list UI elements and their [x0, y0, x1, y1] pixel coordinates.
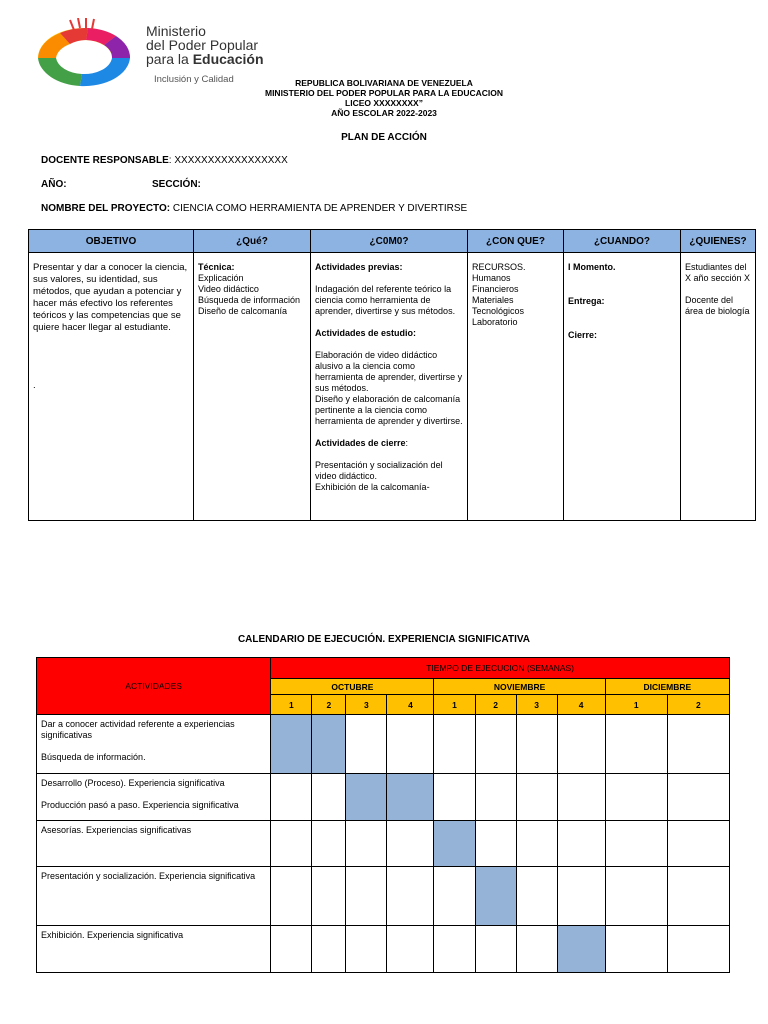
que-title: Técnica: [198, 262, 235, 272]
cierre-colon: : [405, 438, 409, 448]
calendar-activity-row [37, 926, 730, 973]
activity-text: Desarrollo (Proceso). Experiencia significativa [41, 778, 225, 788]
objetivo-dot: . [33, 380, 36, 391]
week-cell-empty [346, 821, 387, 867]
week-cell-filled [271, 715, 312, 774]
activity-text: Búsqueda de información. [41, 752, 146, 762]
week-cell-empty [475, 774, 516, 821]
objetivo-text: Presentar y dar a conocer la ciencia, sus valores, su identidad, sus métodos, que ayudan a potenciar y hacer más efectivo los referentes teóricos y las competencias que se quiere hacer llegar al estudiante. [33, 262, 188, 333]
activity-text: Producción pasó a paso. Experiencia significativa [41, 800, 239, 810]
week-cell-empty [475, 926, 516, 973]
conque-item: Laboratorio [472, 317, 518, 327]
docente-field [41, 155, 288, 166]
week-cell-empty [605, 926, 667, 973]
activity-cell [37, 867, 271, 926]
week-cell-empty [557, 821, 605, 867]
cierre-title: Actividades de cierre [315, 438, 406, 448]
week-cell-empty [346, 715, 387, 774]
cierre-heading [315, 438, 464, 449]
cuando-momento: I Momento. [568, 262, 616, 272]
week-cell-empty [346, 926, 387, 973]
calendar-table [36, 657, 730, 973]
activity-cell [37, 926, 271, 973]
week-cell-empty [312, 926, 346, 973]
conque-item: Tecnológicos [472, 306, 525, 316]
previas-title: Actividades previas: [315, 262, 403, 272]
week-cell: 2 [312, 695, 346, 715]
week-cell: 4 [387, 695, 434, 715]
header-line-4: AÑO ESCOLAR 2022-2023 [331, 108, 437, 118]
activity-text: Dar a conocer actividad referente a experiencias significativas [41, 719, 235, 740]
calendar-header-row [37, 658, 730, 679]
activity-cell [37, 821, 271, 867]
activity-text: Asesorías. Experiencias significativas [41, 825, 192, 835]
header-objetivo: OBJETIVO [29, 230, 194, 253]
header-quienes: ¿QUIENES? [681, 230, 756, 253]
conque-item: RECURSOS. [472, 262, 526, 272]
week-cell-empty [434, 926, 475, 973]
docente-label: DOCENTE RESPONSABLE [41, 155, 169, 166]
week-cell-empty [516, 774, 557, 821]
week-cell-empty [312, 867, 346, 926]
week-cell: 3 [346, 695, 387, 715]
week-cell-empty [434, 867, 475, 926]
week-cell-empty [271, 926, 312, 973]
que-item: Explicación [198, 273, 244, 283]
cell-que [194, 253, 311, 521]
estudio-text-2: Diseño y elaboración de calcomanía pertinente a la ciencia como herramienta de aprender y divertirse. [315, 394, 463, 426]
ministry-name [146, 24, 264, 66]
week-cell-empty [667, 821, 729, 867]
week-cell-empty [557, 715, 605, 774]
conque-item: Humanos [472, 273, 511, 283]
header-line-2: MINISTERIO DEL PODER POPULAR PARA LA EDUCACION [264, 88, 503, 98]
calendar-activity-row [37, 715, 730, 774]
week-cell-empty [605, 821, 667, 867]
week-cell-empty [667, 867, 729, 926]
header-cuando: ¿CUANDO? [564, 230, 681, 253]
previas-text: Indagación del referente teórico la ciencia como herramienta de aprender, divertirse y sus métodos. [315, 284, 456, 316]
logo-line-3b: Educación [192, 51, 264, 67]
week-cell-empty [387, 715, 434, 774]
quienes-text-2: Docente del área de biología [685, 295, 750, 316]
seccion-label: SECCIÓN: [152, 179, 201, 190]
proyecto-field [41, 203, 467, 214]
week-cell-empty [605, 774, 667, 821]
week-cell-filled [312, 715, 346, 774]
plan-title: PLAN DE ACCIÓN [341, 132, 427, 143]
cierre-text-2: Exhibición de la calcomanía- [315, 482, 430, 492]
cell-con-que [468, 253, 564, 521]
week-cell: 2 [667, 695, 729, 715]
week-cell: 2 [475, 695, 516, 715]
week-cell-empty [434, 715, 475, 774]
estudio-text-1: Elaboración de video didáctico alusivo a la ciencia como herramienta de aprender, divertirse y sus métodos. [315, 350, 463, 393]
week-cell-empty [516, 867, 557, 926]
header-que: ¿Qué? [194, 230, 311, 253]
docente-value: : XXXXXXXXXXXXXXXXX [168, 155, 288, 166]
activity-text: Presentación y socialización. Experiencia significativa [41, 871, 256, 881]
cell-quienes [681, 253, 756, 521]
week-cell-filled [434, 821, 475, 867]
estudio-title: Actividades de estudio: [315, 328, 417, 338]
week-cell-empty [605, 867, 667, 926]
seccion-field [152, 179, 201, 190]
anio-label: AÑO: [41, 179, 67, 190]
week-cell-empty [516, 926, 557, 973]
logo-line-3 [146, 52, 264, 66]
week-cell-empty [557, 867, 605, 926]
cuando-cierre: Cierre: [568, 330, 598, 340]
week-cell-filled [475, 867, 516, 926]
cell-cuando [564, 253, 681, 521]
cuando-entrega: Entrega: [568, 296, 605, 306]
calendar-activity-row [37, 821, 730, 867]
proyecto-value: CIENCIA COMO HERRAMIENTA DE APRENDER Y DIVERTIRSE [170, 203, 468, 214]
anio-field [41, 179, 67, 190]
week-cell: 1 [605, 695, 667, 715]
calendar-title: CALENDARIO DE EJECUCIÓN. EXPERIENCIA SIGNIFICATIVA [237, 634, 531, 645]
calendar-activity-row [37, 774, 730, 821]
week-cell: 4 [557, 695, 605, 715]
week-cell-empty [312, 774, 346, 821]
logo-tagline: Inclusión y Calidad [154, 74, 234, 85]
activity-cell [37, 774, 271, 821]
week-cell-empty [387, 867, 434, 926]
logo-line-2: del Poder Popular [146, 37, 259, 53]
plan-table [28, 229, 756, 521]
week-cell-empty [346, 867, 387, 926]
week-cell-empty [667, 926, 729, 973]
conque-item: Materiales [472, 295, 514, 305]
week-cell-empty [271, 821, 312, 867]
week-cell-empty [387, 821, 434, 867]
cell-objetivo [29, 253, 194, 521]
activity-text: Exhibición. Experiencia significativa [41, 930, 184, 940]
week-cell-filled [387, 774, 434, 821]
week-cell-empty [271, 774, 312, 821]
week-cell: 1 [434, 695, 475, 715]
que-item: Video didáctico [198, 284, 259, 294]
logo-line-3a: para la [146, 51, 193, 67]
week-cell-empty [475, 715, 516, 774]
month-octubre: OCTUBRE [271, 678, 434, 695]
logo-line-1: Ministerio [146, 23, 206, 39]
week-cell-empty [605, 715, 667, 774]
calendar-activity-row [37, 867, 730, 926]
que-item: Búsqueda de información [198, 295, 301, 305]
week-cell-empty [387, 926, 434, 973]
week-cell-empty [434, 774, 475, 821]
cierre-text-1: Presentación y socialización del video didáctico. [315, 460, 443, 481]
header-con-que: ¿CON QUE? [468, 230, 564, 253]
plan-table-row [29, 253, 756, 521]
week-cell-empty [475, 821, 516, 867]
conque-item: Financieros [472, 284, 519, 294]
que-item: Diseño de calcomanía [198, 306, 288, 316]
cell-como [311, 253, 468, 521]
header-como: ¿C0M0? [311, 230, 468, 253]
week-cell-empty [312, 821, 346, 867]
week-cell-empty [271, 867, 312, 926]
week-cell-empty [667, 715, 729, 774]
week-cell: 3 [516, 695, 557, 715]
month-noviembre: NOVIEMBRE [434, 678, 605, 695]
week-cell-filled [557, 926, 605, 973]
week-cell: 1 [271, 695, 312, 715]
header-line-1: REPUBLICA BOLIVARIANA DE VENEZUELA [295, 78, 473, 88]
actividades-header: ACTIVIDADES [37, 658, 271, 715]
proyecto-label: NOMBRE DEL PROYECTO: [41, 203, 171, 214]
week-cell-empty [557, 774, 605, 821]
week-cell-empty [516, 715, 557, 774]
week-cell-empty [667, 774, 729, 821]
week-cell-filled [346, 774, 387, 821]
week-cell-empty [516, 821, 557, 867]
header-line-3: LICEO XXXXXXXX” [345, 98, 423, 108]
tiempo-header: TIEMPO DE EJECUCION (SEMANAS) [271, 658, 730, 679]
activity-cell [37, 715, 271, 774]
plan-table-header [29, 230, 756, 253]
month-diciembre: DICIEMBRE [605, 678, 729, 695]
quienes-text-1: Estudiantes del X año sección X [685, 262, 751, 283]
